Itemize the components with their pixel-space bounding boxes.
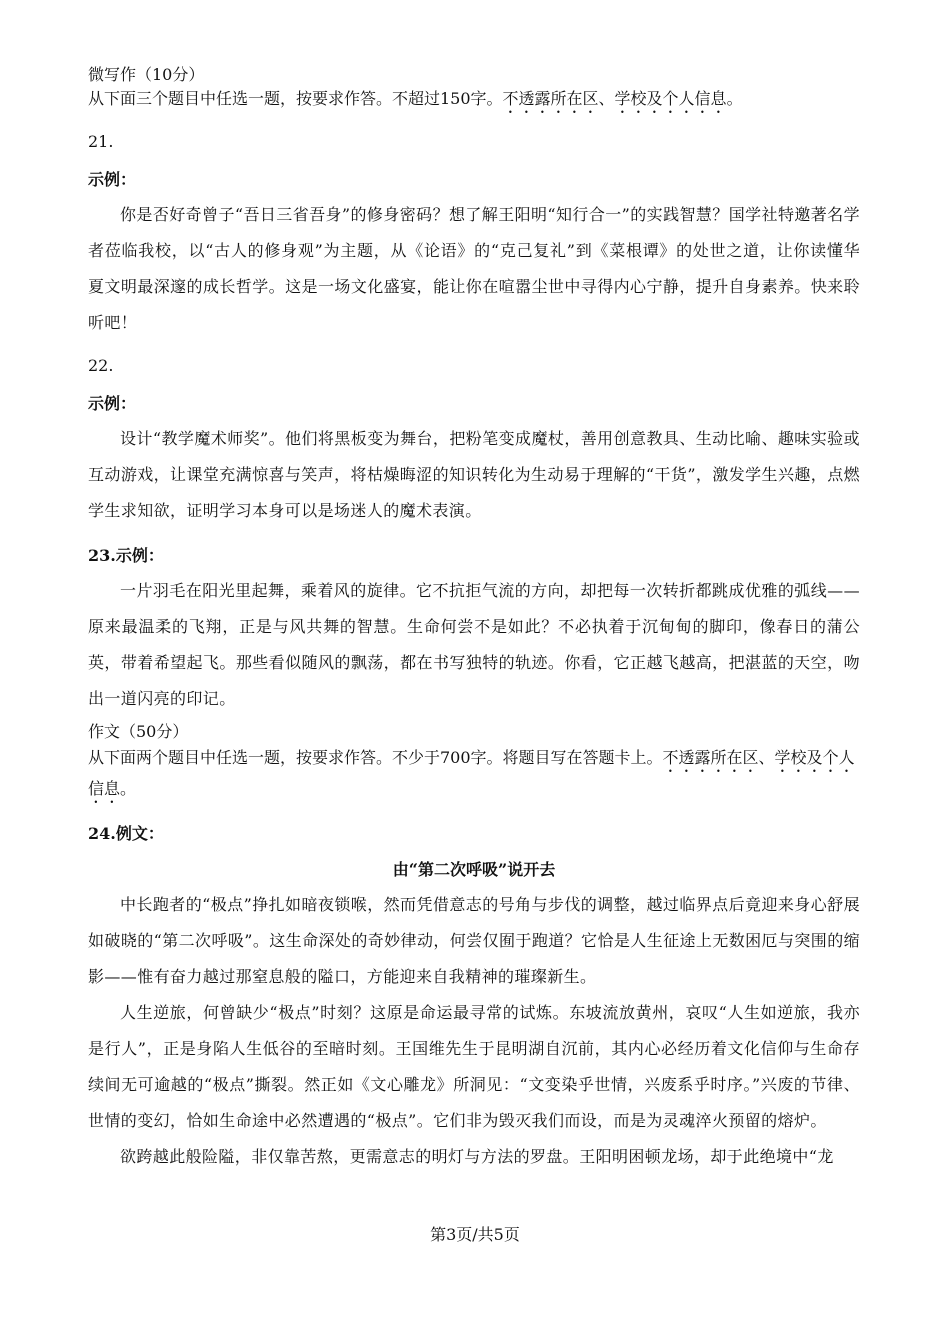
micro-writing-heading: 微写作（10分） [88, 65, 205, 84]
q24-label: 24.例文： [88, 824, 164, 843]
essay-instr-end: 。 [120, 779, 137, 798]
q22-label: 示例： [88, 394, 137, 413]
essay-paragraph-3: 欲跨越此般险隘，非仅靠苦熬，更需意志的明灯与方法的罗盘。王阳明困顿龙场，却于此绝境中“龙 [120, 1147, 834, 1166]
essay-title: 由“第二次呼吸”说开去 [392, 860, 556, 879]
essay-paragraph-1: 中长跑者的“极点”挣扎如暗夜锁喉，然而凭借意志的号角与步伐的调整，越过临界点后竟迎来身心舒展如破晓的“第二次呼吸”。这生命深处的奇妙律动，何尝仅囿于跑道？它恰是人生征途上无数困厄与突围的缩影——惟有奋力越过那窒息般的隘口，方能迎来自我精神的璀璨新生。 [88, 895, 860, 986]
micro-writing-instructions [88, 88, 860, 117]
q21-number: 21. [88, 132, 114, 151]
essay-instr-dotted-2: 个人信息 [88, 748, 855, 798]
q23-label: 23.示例： [88, 546, 164, 565]
essay-instructions [88, 745, 860, 807]
essay-instr-dotted-1: 不透露所在区、学校及 [662, 748, 823, 767]
q22-answer: 设计“教学魔术师奖”。他们将黑板变为舞台，把粉笔变成魔杖，善用创意教具、生动比喻、趣味实验或互动游戏，让课堂充满惊喜与笑声，将枯燥晦涩的知识转化为生动易于理解的“干货”，激发学生兴趣，点燃学生求知欲，证明学习本身可以是场迷人的魔术表演。 [88, 429, 860, 520]
micro-instr-end: 。 [726, 89, 743, 108]
micro-instr-dotted: 不透露所在区、学校及个人信息 [502, 89, 727, 108]
q23-answer: 一片羽毛在阳光里起舞，乘着风的旋律。它不抗拒气流的方向，却把每一次转折都跳成优雅的弧线——原来最温柔的飞翔，正是与风共舞的智慧。生命何尝不是如此？不必执着于沉甸甸的脚印，像春日的蒲公英，带着希望起飞。那些看似随风的飘荡，都在书写独特的轨迹。你看，它正越飞越高，把湛蓝的天空，吻出一道闪亮的印记。 [88, 581, 860, 708]
micro-instr-text: 从下面三个题目中任选一题，按要求作答。不超过150字。 [88, 89, 503, 108]
essay-paragraph-2: 人生逆旅，何曾缺少“极点”时刻？这原是命运最寻常的试炼。东坡流放黄州，哀叹“人生如逆旅，我亦是行人”，正是身陷人生低谷的至暗时刻。王国维先生于昆明湖自沉前，其内心必经历着文化信仰与生命存续间无可逾越的“极点”撕裂。然正如《文心雕龙》所洞见：“文变染乎世情，兴废系乎时序。”兴废的节律、世情的变幻，恰如生命途中必然遭遇的“极点”。它们非为毁灭我们而设，而是为灵魂淬火预留的熔炉。 [88, 1003, 860, 1130]
q21-answer: 你是否好奇曾子“吾日三省吾身”的修身密码？想了解王阳明“知行合一”的实践智慧？国学社特邀著名学者莅临我校，以“古人的修身观”为主题，从《论语》的“克己复礼”到《菜根谭》的处世之道，让你读懂华夏文明最深邃的成长哲学。这是一场文化盛宴，能让你在喧嚣尘世中寻得内心宁静，提升自身素养。快来聆听吧！ [88, 205, 860, 332]
essay-instr-text: 从下面两个题目中任选一题，按要求作答。不少于700字。将题目写在答题卡上。 [88, 748, 663, 767]
page-footer: 第3页/共5页 [430, 1225, 520, 1244]
q21-label: 示例： [88, 170, 137, 189]
essay-heading: 作文（50分） [88, 722, 189, 741]
q22-number: 22. [88, 356, 114, 375]
document-page [88, 64, 860, 1175]
